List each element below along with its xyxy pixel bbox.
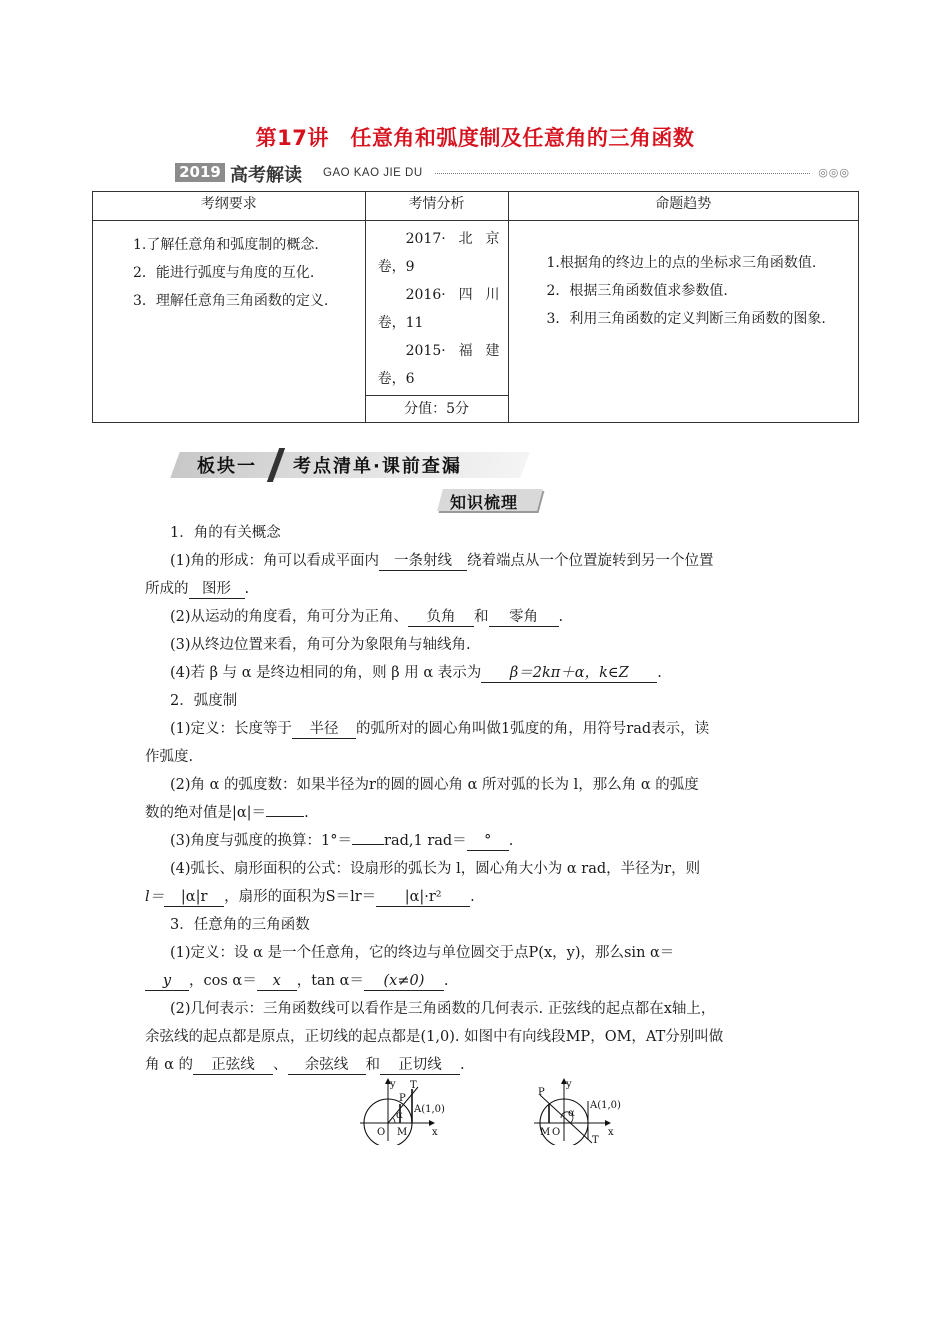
paragraph: (3)从终边位置来看，角可分为象限角与轴线角. bbox=[170, 637, 471, 653]
answer-blank: 图形 bbox=[189, 581, 245, 599]
paragraph: 数的绝对值是|α|＝ . bbox=[145, 805, 309, 821]
analysis-cell bbox=[365, 221, 508, 423]
unit-circle-figure-first-quadrant bbox=[352, 1073, 452, 1145]
answer-blank: x bbox=[257, 973, 297, 991]
paragraph: 作弧度. bbox=[145, 749, 194, 765]
label-p: P bbox=[538, 1087, 545, 1098]
header-requirements: 考纲要求 bbox=[93, 192, 366, 221]
label-a: A(1,0) bbox=[590, 1100, 621, 1111]
section-header bbox=[175, 448, 535, 480]
requirements-cell bbox=[93, 221, 366, 423]
answer-blank: β＝2kπ＋α，k∈Z bbox=[481, 665, 657, 683]
label-alpha: α bbox=[568, 1108, 575, 1119]
paragraph: (2)角 α 的弧度数：如果半径为r的圆的圆心角 α 所对弧的长为 l，那么角 α 的弧度 bbox=[170, 777, 699, 793]
answer-blank: (x≠0) bbox=[364, 973, 444, 991]
answer-blank: 余弦线 bbox=[288, 1057, 366, 1075]
label-x: x bbox=[432, 1127, 438, 1138]
requirement-item: 1.了解任意角和弧度制的概念. bbox=[133, 237, 319, 253]
answer-blank: 负角 bbox=[408, 609, 474, 627]
answer-blank bbox=[352, 844, 384, 845]
paragraph: y ，cos α＝ x ，tan α＝ (x≠0) . bbox=[145, 969, 449, 991]
heading-radian: 2．弧度制 bbox=[170, 693, 238, 709]
label-p: P bbox=[399, 1093, 406, 1104]
requirement-item: 3．理解任意角三角函数的定义. bbox=[133, 293, 329, 309]
analysis-item: 2017·北京卷，9 bbox=[377, 231, 500, 275]
trend-item: 1.根据角的终边上的点的坐标求三角函数值. bbox=[546, 255, 817, 271]
label-o: O bbox=[552, 1127, 561, 1138]
label-y: y bbox=[390, 1079, 396, 1090]
paragraph: 余弦线的起点都是原点，正切线的起点都是(1,0). 如图中有向线段MP，OM，AT分别叫做 bbox=[145, 1029, 724, 1045]
label-y: y bbox=[566, 1079, 572, 1090]
paragraph: (3)角度与弧度的换算：1°＝ rad,1 rad＝ ° . bbox=[170, 833, 514, 849]
paragraph: (2)从运动的角度看，角可分为正角、 负角 和 零角 . bbox=[170, 609, 564, 625]
page-title: 第17讲 任意角和弧度制及任意角的三角函数 bbox=[255, 126, 695, 150]
requirement-item: 2．能进行弧度与角度的互化. bbox=[133, 265, 315, 281]
exam-table bbox=[92, 191, 859, 423]
heading-trig-functions: 3．任意角的三角函数 bbox=[170, 917, 310, 933]
banner-pinyin: GAO KAO JIE DU bbox=[323, 167, 423, 179]
unit-circle-figure-second-quadrant bbox=[528, 1073, 636, 1145]
section-left-title: 板块一 bbox=[197, 456, 257, 477]
label-t: T bbox=[592, 1135, 599, 1145]
analysis-item: 2015·福建卷，6 bbox=[377, 343, 500, 387]
gaokao-banner bbox=[175, 161, 850, 185]
banner-year: 2019 bbox=[175, 163, 225, 182]
label-m: M bbox=[397, 1127, 408, 1138]
paragraph: 所成的 图形 . bbox=[145, 581, 250, 597]
label-t: T bbox=[410, 1080, 417, 1091]
banner-label: 高考解读 bbox=[230, 165, 302, 186]
subsection-title: 知识梳理 bbox=[450, 493, 519, 512]
section-right-title: 考点清单·课前查漏 bbox=[293, 456, 462, 477]
banner-dots-icon: ◎◎◎ bbox=[818, 166, 850, 179]
heading-angle-concepts: 1．角的有关概念 bbox=[170, 525, 281, 541]
label-alpha: α bbox=[396, 1110, 403, 1121]
banner-divider bbox=[435, 173, 810, 174]
answer-blank: 一条射线 bbox=[379, 553, 467, 571]
paragraph: (1)角的形成：角可以看成平面内 一条射线 绕着端点从一个位置旋转到另一个位置 bbox=[170, 553, 714, 569]
trend-item: 2．根据三角函数值求参数值. bbox=[546, 283, 728, 299]
header-analysis: 考情分析 bbox=[365, 192, 508, 221]
label-m: M bbox=[540, 1127, 551, 1138]
paragraph: (4)若 β 与 α 是终边相同的角，则 β 用 α 表示为 β＝2kπ＋α，k∈Z . bbox=[170, 665, 662, 681]
answer-blank: 正切线 bbox=[380, 1057, 460, 1075]
paragraph: (1)定义：长度等于 半径 的弧所对的圆心角叫做1弧度的角，用符号rad表示，读 bbox=[170, 721, 710, 737]
paragraph: (4)弧长、扇形面积的公式：设扇形的弧长为 l，圆心角大小为 α rad，半径为r，则 bbox=[170, 861, 701, 877]
answer-blank: 零角 bbox=[489, 609, 559, 627]
score-text: 分值：5分 bbox=[366, 395, 508, 422]
answer-blank: y bbox=[145, 973, 189, 991]
answer-blank: ° bbox=[467, 833, 509, 851]
paragraph: (1)定义：设 α 是一个任意角，它的终边与单位圆交于点P(x，y)，那么sin α＝ bbox=[170, 945, 675, 961]
paragraph: l＝ |α|r ，扇形的面积为S＝lr＝ |α|·r² . bbox=[145, 889, 475, 905]
answer-blank: |α|r bbox=[164, 889, 224, 907]
label-o: O bbox=[377, 1127, 386, 1138]
subsection-header bbox=[440, 489, 544, 513]
trend-item: 3．利用三角函数的定义判断三角函数的图象. bbox=[546, 311, 826, 327]
header-trends: 命题趋势 bbox=[508, 192, 859, 221]
paragraph: 角 α 的 正弦线 、 余弦线 和 正切线 . bbox=[145, 1057, 465, 1073]
answer-blank: |α|·r² bbox=[376, 889, 470, 907]
trends-cell bbox=[508, 221, 859, 423]
label-a: A(1,0) bbox=[414, 1104, 445, 1115]
answer-blank bbox=[266, 816, 304, 817]
answer-blank: 半径 bbox=[292, 721, 356, 739]
analysis-item: 2016·四川卷，11 bbox=[377, 287, 500, 331]
label-x: x bbox=[608, 1127, 614, 1138]
paragraph: (2)几何表示：三角函数线可以看作是三角函数的几何表示. 正弦线的起点都在x轴上， bbox=[170, 1001, 716, 1017]
answer-blank: 正弦线 bbox=[193, 1057, 273, 1075]
